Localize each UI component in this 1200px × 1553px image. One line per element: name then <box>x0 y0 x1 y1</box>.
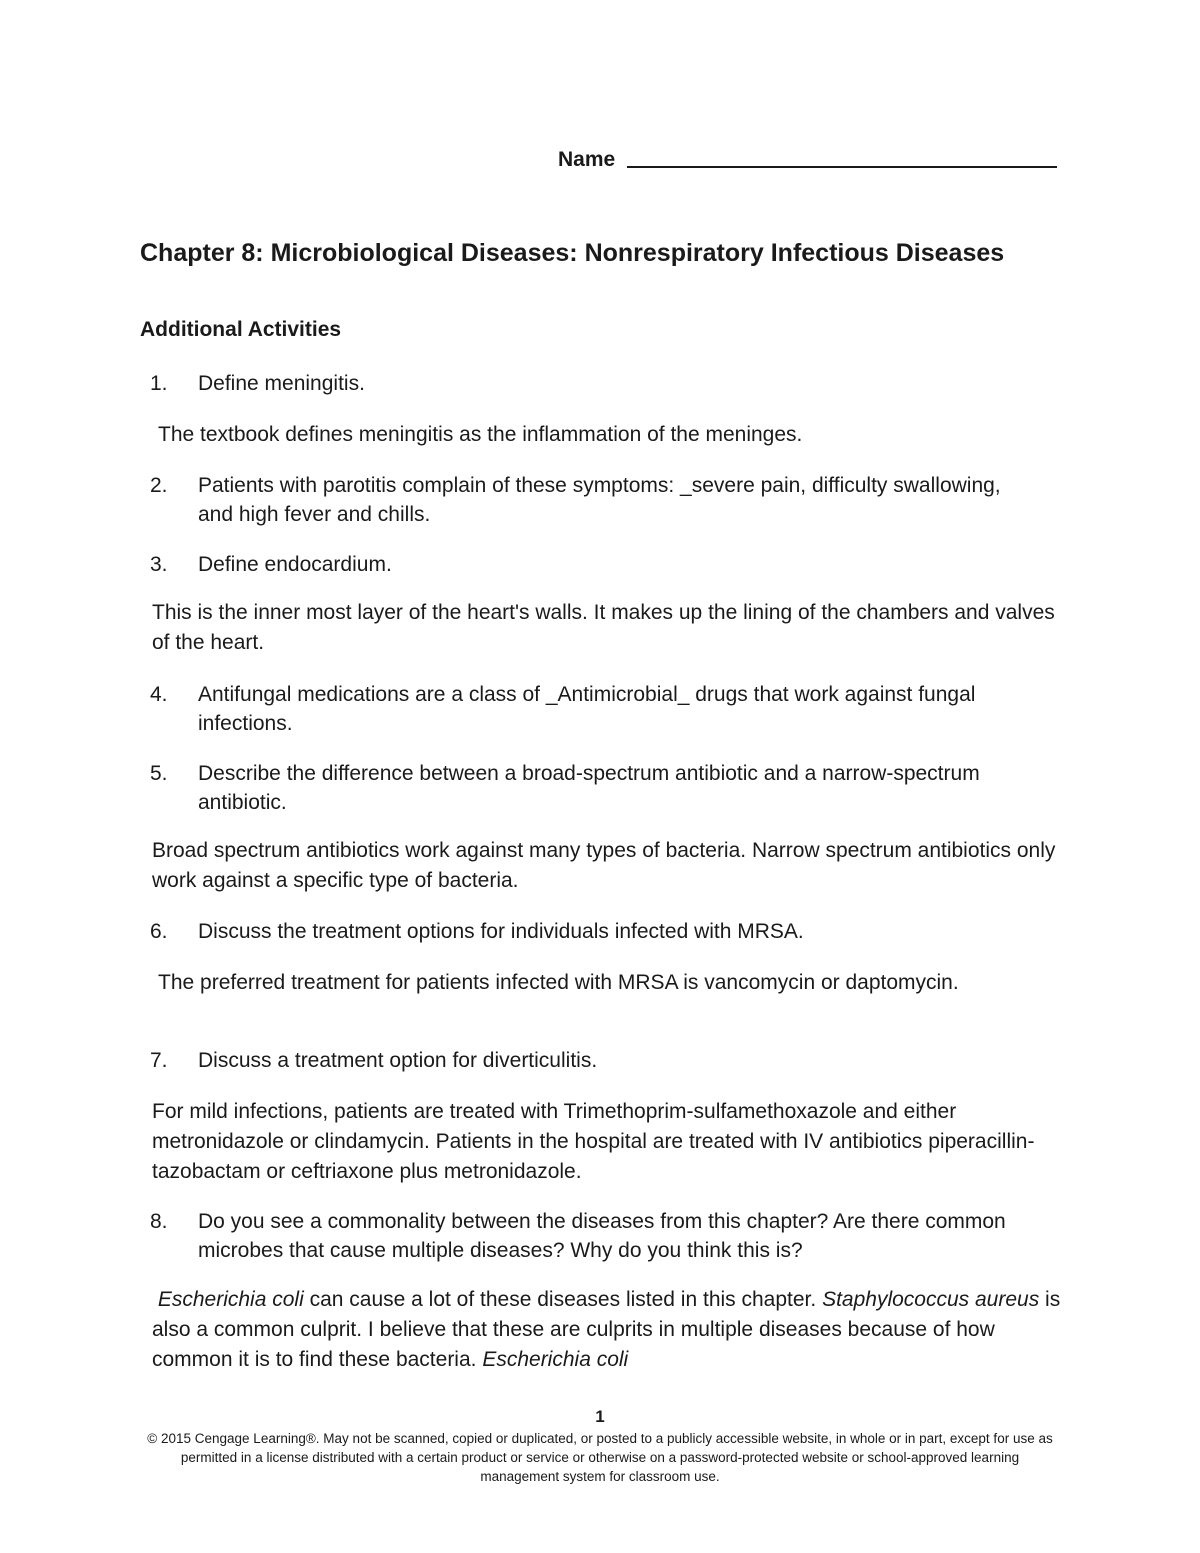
species-name: Escherichia coli <box>482 1348 629 1371</box>
question-8 <box>150 1207 1030 1265</box>
question-number: 8. <box>150 1210 168 1233</box>
question-number: 2. <box>150 474 168 497</box>
question-7 <box>150 1046 1030 1075</box>
name-label: Name <box>558 148 616 171</box>
section-subtitle: Additional Activities <box>140 318 342 341</box>
species-name: Escherichia coli <box>157 1288 304 1311</box>
name-blank-line <box>627 146 1057 168</box>
question-number: 6. <box>150 920 168 943</box>
species-name: Staphylococcus aureus <box>822 1288 1040 1311</box>
question-number: 7. <box>150 1049 168 1072</box>
question-3 <box>150 550 1030 579</box>
question-4 <box>150 680 1030 738</box>
question-text: Antifungal medications are a class of _Antimicrobial_ drugs that work against fungal infections. <box>198 683 976 735</box>
page-footer <box>140 1406 1060 1486</box>
chapter-title: Chapter 8: Microbiological Diseases: Nonrespiratory Infectious Diseases <box>140 239 1005 267</box>
question-text: Patients with parotitis complain of these symptoms: _severe pain, difficulty swallowing, and high fever and chills. <box>198 474 1001 526</box>
question-number: 5. <box>150 762 168 785</box>
answer-8 <box>152 1285 1072 1375</box>
question-6 <box>150 917 1030 946</box>
answer-6: The preferred treatment for patients infected with MRSA is vancomycin or daptomycin. <box>158 971 959 994</box>
copyright-notice: © 2015 Cengage Learning®. May not be scanned, copied or duplicated, or posted to a publicly accessible website, in whole or in part, except for use as permitted in a license distributed with a certain product or service or otherwise on a password-protected website or school-approved learning management system for classroom use. <box>147 1431 1053 1484</box>
question-text: Discuss the treatment options for individuals infected with MRSA. <box>198 920 804 943</box>
answer-1: The textbook defines meningitis as the inflammation of the meninges. <box>158 423 803 446</box>
question-number: 4. <box>150 683 168 706</box>
question-text: Do you see a commonality between the diseases from this chapter? Are there common microbes that cause multiple diseases? Why do you think this is? <box>198 1210 1006 1262</box>
question-number: 3. <box>150 553 168 576</box>
question-2 <box>150 471 1030 529</box>
question-text: Define meningitis. <box>198 372 365 395</box>
question-text: Define endocardium. <box>198 553 392 576</box>
answer-5: Broad spectrum antibiotics work against many types of bacteria. Narrow spectrum antibiotics only work against a specific type of bacteria. <box>152 839 1056 892</box>
answer-7: For mild infections, patients are treated with Trimethoprim-sulfamethoxazole and either metronidazole or clindamycin. Patients in the hospital are treated with IV antibiotics piperacillin-tazobactam or ceftriaxone plus metronidazole. <box>152 1100 1035 1183</box>
question-text: Discuss a treatment option for diverticulitis. <box>198 1049 598 1072</box>
answer-text: is also a common culprit. I believe that these are culprits in multiple diseases because of how common it is to find these bacteria. <box>152 1288 1061 1371</box>
question-text: Describe the difference between a broad-spectrum antibiotic and a narrow-spectrum antibiotic. <box>198 762 980 814</box>
name-field <box>558 146 1057 172</box>
question-number: 1. <box>150 372 168 395</box>
page-number: 1 <box>595 1407 605 1426</box>
question-5 <box>150 759 1030 817</box>
answer-3: This is the inner most layer of the heart's walls. It makes up the lining of the chambers and valves of the heart. <box>152 601 1055 654</box>
question-1 <box>150 369 1030 398</box>
answer-text: can cause a lot of these diseases listed in this chapter. <box>303 1288 823 1311</box>
